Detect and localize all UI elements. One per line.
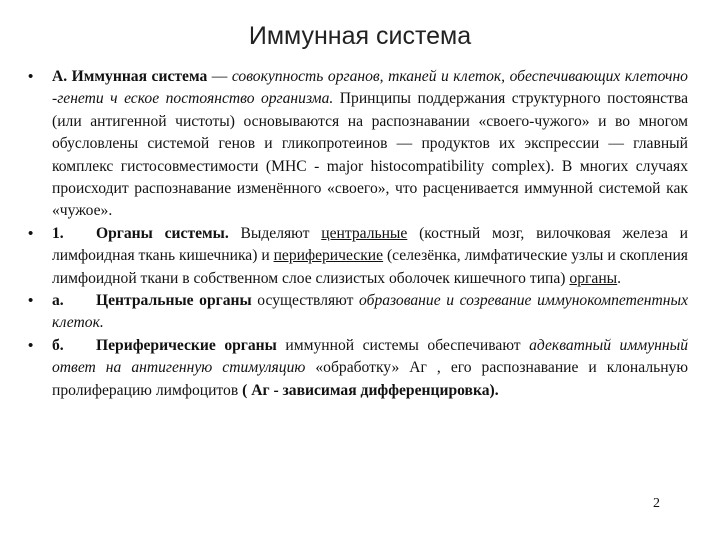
bullet-icon: • [28, 336, 34, 354]
principles-text: Принципы поддержания структурного постоянства (или антигенной чистоты) основываются на распознавании «своего-чужого» и во многом обусловлены системой генов и гликопротеинов — продуктов их экспрессии — главный комплекс гистосовместимости (МНС - major histocompatibility complex). В многих случаях происходит распознавание изменённого «своего», что расценивается иммунной системой как «чужое». [52, 90, 688, 220]
text: иммунной системы обеспечивают [276, 336, 530, 354]
text: . [617, 269, 622, 287]
slide-title: Иммунная система [248, 22, 472, 50]
heading-peripheral-organs: Периферические органы [96, 336, 277, 354]
item-number: б. [52, 336, 64, 354]
item-number: а. [52, 292, 64, 310]
italic-text: адекватный иммунный ответ на антигенную стимуляцию [52, 336, 688, 377]
term-organs: органы [569, 269, 618, 287]
text: (костный мозг, вилочковая железа и лимфоидная ткань кишечника) и [52, 224, 688, 265]
text: «обработку» Аг , его распознавание и клональную пролиферацию лимфоцитов [52, 359, 688, 399]
heading-organs: Органы системы. [96, 224, 229, 242]
term-central: центральные [321, 224, 408, 242]
bullet-icon: • [28, 224, 34, 242]
definition-text: совокупность органов, тканей и клеток, обеспечивающих клеточно -генети ч еское постоянство организма. [52, 68, 688, 108]
item-number: 1. [52, 224, 64, 242]
page-number: 2 [653, 496, 660, 511]
italic-text: образование и созревание иммунокомпетентных клеток. [52, 292, 688, 332]
bullet-peripheral-organs [24, 335, 688, 402]
text: осуществляют [251, 292, 360, 310]
dash: — [207, 68, 232, 85]
bullet-icon: • [28, 292, 34, 310]
bullet-list [24, 66, 688, 402]
bullet-immune-definition [24, 66, 688, 223]
text: (селезёнка, лимфатические узлы и скопления лимфоидной ткани в собственном слое слизистых оболочек кишечного типа) [52, 247, 688, 287]
heading-central-organs: Центральные органы [96, 292, 252, 310]
text: Выделяют [228, 224, 322, 242]
term-immune-system: А. Иммунная система [52, 68, 208, 85]
bullet-organs [24, 223, 688, 290]
bullet-icon: • [28, 68, 34, 85]
bold-text: ( Аг - зависимая дифференцировка). [242, 381, 499, 399]
bullet-central-organs [24, 290, 688, 335]
term-peripheral: периферические [273, 247, 384, 265]
